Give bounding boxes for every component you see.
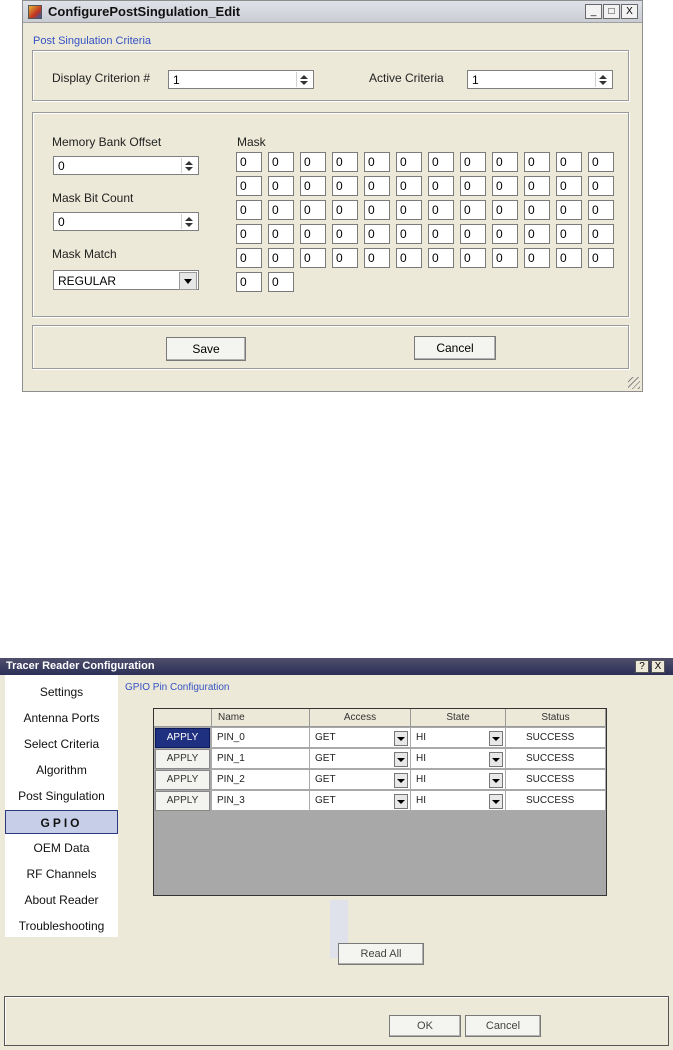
cell-status <box>506 770 606 790</box>
display-criterion-label: Display Criterion # <box>52 71 151 85</box>
column-headers <box>154 709 606 727</box>
cell-access[interactable] <box>310 770 411 790</box>
status-value: SUCCESS <box>526 774 575 785</box>
mask-bit-field[interactable]: 0 <box>492 224 518 244</box>
cell-state[interactable] <box>411 791 506 811</box>
mask-bit-field[interactable]: 0 <box>332 200 358 220</box>
cell-status <box>506 728 606 748</box>
mask-bit-field[interactable]: 0 <box>268 152 294 172</box>
mask-bit-field[interactable]: 0 <box>524 248 550 268</box>
window-title: Tracer Reader Configuration <box>6 660 155 672</box>
mask-bit-field[interactable]: 0 <box>556 152 582 172</box>
close-button[interactable]: X <box>651 660 665 673</box>
nav-item-antenna-ports[interactable]: Antenna Ports <box>23 711 100 725</box>
memory-bank-offset-spinner[interactable] <box>53 156 199 175</box>
cell-name <box>212 749 310 769</box>
state-value: HI <box>416 732 426 743</box>
mask-grid <box>236 152 626 302</box>
nav-item-select-criteria[interactable]: Select Criteria <box>23 737 100 751</box>
nav-item-troubleshooting[interactable]: Troubleshooting <box>18 919 105 933</box>
mask-bit-field[interactable]: 0 <box>236 224 262 244</box>
mask-bit-field[interactable]: 0 <box>332 248 358 268</box>
nav-item-oem-data[interactable]: OEM Data <box>33 841 90 855</box>
nav-item-algorithm[interactable]: Algorithm <box>36 763 87 777</box>
mask-bit-field[interactable]: 0 <box>460 248 486 268</box>
mask-match-select[interactable] <box>53 270 199 290</box>
mask-bit-field[interactable]: 0 <box>588 152 614 172</box>
chevron-down-icon[interactable] <box>394 752 408 767</box>
navigation-list <box>5 675 118 937</box>
cell-status <box>506 791 606 811</box>
group-label: Post Singulation Criteria <box>33 35 152 47</box>
name-value: PIN_0 <box>217 732 245 743</box>
column-header-name[interactable]: Name <box>212 709 310 727</box>
mask-bit-field[interactable]: 0 <box>268 224 294 244</box>
nav-items <box>5 680 118 935</box>
mask-bit-field[interactable]: 0 <box>556 248 582 268</box>
cell-access[interactable] <box>310 749 411 769</box>
mask-bit-field[interactable]: 0 <box>588 200 614 220</box>
help-button[interactable]: ? <box>635 660 649 673</box>
mask-bit-field[interactable]: 0 <box>268 176 294 196</box>
mask-bit-field[interactable]: 0 <box>492 200 518 220</box>
access-value: GET <box>315 774 336 785</box>
mask-bit-field[interactable]: 0 <box>492 176 518 196</box>
mask-bit-field[interactable]: 0 <box>428 248 454 268</box>
mask-bit-field[interactable]: 0 <box>588 176 614 196</box>
mask-bit-field[interactable]: 0 <box>460 176 486 196</box>
spinner-arrows-icon[interactable] <box>181 158 196 173</box>
cancel-button[interactable]: Cancel <box>414 336 496 360</box>
spinner-arrows-icon[interactable] <box>181 214 196 229</box>
state-value: HI <box>416 795 426 806</box>
status-value: SUCCESS <box>526 795 575 806</box>
cell-name <box>212 770 310 790</box>
display-criterion-value: 1 <box>173 73 180 87</box>
column-header-state[interactable]: State <box>411 709 506 727</box>
mask-bit-field[interactable]: 0 <box>396 248 422 268</box>
cell-name <box>212 791 310 811</box>
apply-button[interactable]: APPLY <box>155 770 210 790</box>
chevron-down-icon[interactable] <box>489 794 503 809</box>
mask-bit-field[interactable]: 0 <box>364 224 390 244</box>
read-all-button[interactable]: Read All <box>338 943 424 965</box>
mask-bit-field[interactable]: 0 <box>300 248 326 268</box>
mask-bit-field[interactable]: 0 <box>492 152 518 172</box>
title-bar[interactable] <box>23 1 642 23</box>
mask-bit-field[interactable]: 0 <box>268 200 294 220</box>
criteria-group <box>32 50 629 101</box>
mask-match-label: Mask Match <box>52 247 117 261</box>
mask-bit-field[interactable]: 0 <box>460 224 486 244</box>
mask-bit-field[interactable]: 0 <box>428 200 454 220</box>
maximize-button[interactable]: □ <box>603 4 620 19</box>
mask-bit-field[interactable]: 0 <box>236 200 262 220</box>
mask-bit-field[interactable]: 0 <box>300 152 326 172</box>
mask-bit-field[interactable]: 0 <box>236 248 262 268</box>
mask-bit-field[interactable]: 0 <box>556 224 582 244</box>
chevron-down-icon[interactable] <box>394 731 408 746</box>
mask-bit-field[interactable]: 0 <box>300 224 326 244</box>
active-criteria-label: Active Criteria <box>369 71 444 85</box>
apply-button[interactable]: APPLY <box>155 749 210 769</box>
mask-bit-field[interactable]: 0 <box>268 272 294 292</box>
mask-bit-field[interactable]: 0 <box>460 200 486 220</box>
chevron-down-icon[interactable] <box>179 272 197 290</box>
mask-bit-field[interactable]: 0 <box>300 176 326 196</box>
chevron-down-icon[interactable] <box>394 794 408 809</box>
mask-bit-field[interactable]: 0 <box>556 200 582 220</box>
mask-bit-field[interactable]: 0 <box>396 224 422 244</box>
access-value: GET <box>315 753 336 764</box>
column-header-access[interactable]: Access <box>310 709 411 727</box>
minimize-button[interactable]: _ <box>585 4 602 19</box>
apply-button[interactable]: APPLY <box>155 791 210 811</box>
chevron-down-icon[interactable] <box>394 773 408 788</box>
mask-bit-field[interactable]: 0 <box>588 248 614 268</box>
active-criteria-spinner[interactable] <box>467 70 613 89</box>
mask-bit-count-spinner[interactable] <box>53 212 199 231</box>
footer-panel <box>4 996 669 1046</box>
mask-bit-field[interactable]: 0 <box>364 248 390 268</box>
mask-bit-field[interactable]: 0 <box>300 200 326 220</box>
close-button[interactable]: X <box>621 4 638 19</box>
mask-bit-field[interactable]: 0 <box>556 176 582 196</box>
mask-bit-field[interactable]: 0 <box>236 272 262 292</box>
access-value: GET <box>315 732 336 743</box>
mask-bit-field[interactable]: 0 <box>588 224 614 244</box>
mask-group <box>32 112 629 317</box>
nav-item-settings[interactable]: Settings <box>39 685 84 699</box>
mask-label: Mask <box>237 135 266 149</box>
state-value: HI <box>416 774 426 785</box>
mask-bit-field[interactable]: 0 <box>332 224 358 244</box>
spinner-arrows-icon[interactable] <box>296 72 311 87</box>
active-criteria-value: 1 <box>472 73 479 87</box>
state-value: HI <box>416 753 426 764</box>
mask-bit-field[interactable]: 0 <box>268 248 294 268</box>
cell-access[interactable] <box>310 728 411 748</box>
mask-bit-field[interactable]: 0 <box>492 248 518 268</box>
mask-bit-field[interactable]: 0 <box>332 176 358 196</box>
save-button[interactable]: Save <box>166 337 246 361</box>
tracer-reader-configuration-window <box>0 658 673 1050</box>
mask-bit-field[interactable]: 0 <box>396 176 422 196</box>
status-value: SUCCESS <box>526 732 575 743</box>
memory-bank-offset-label: Memory Bank Offset <box>52 135 162 149</box>
mask-bit-field[interactable]: 0 <box>428 176 454 196</box>
window-title: ConfigurePostSingulation_Edit <box>48 4 241 19</box>
mask-bit-field[interactable]: 0 <box>396 200 422 220</box>
mask-bit-count-label: Mask Bit Count <box>52 191 134 205</box>
mask-bit-field[interactable]: 0 <box>396 152 422 172</box>
cancel-button[interactable]: Cancel <box>465 1015 541 1037</box>
cell-state[interactable] <box>411 749 506 769</box>
column-header-status[interactable]: Status <box>506 709 606 727</box>
chevron-down-icon[interactable] <box>489 731 503 746</box>
cell-status <box>506 749 606 769</box>
resize-grip-icon[interactable] <box>628 377 640 389</box>
name-value: PIN_3 <box>217 795 245 806</box>
chevron-down-icon[interactable] <box>489 752 503 767</box>
mask-bit-field[interactable]: 0 <box>364 152 390 172</box>
mask-bit-count-value: 0 <box>58 215 65 229</box>
mask-bit-field[interactable]: 0 <box>428 152 454 172</box>
nav-item-rf-channels[interactable]: RF Channels <box>26 867 97 881</box>
mask-bit-field[interactable]: 0 <box>524 224 550 244</box>
mask-bit-field[interactable]: 0 <box>236 176 262 196</box>
apply-button[interactable]: APPLY <box>155 728 210 748</box>
nav-item-about-reader[interactable]: About Reader <box>24 893 99 907</box>
ok-button[interactable]: OK <box>389 1015 461 1037</box>
spinner-arrows-icon[interactable] <box>595 72 610 87</box>
chevron-down-icon[interactable] <box>489 773 503 788</box>
mask-bit-field[interactable]: 0 <box>524 152 550 172</box>
cell-name <box>212 728 310 748</box>
mask-bit-field[interactable]: 0 <box>524 200 550 220</box>
nav-item-gpio[interactable]: GPIO <box>5 810 118 834</box>
nav-item-post-singulation[interactable]: Post Singulation <box>18 789 105 803</box>
name-value: PIN_1 <box>217 753 245 764</box>
cell-access[interactable] <box>310 791 411 811</box>
mask-bit-field[interactable]: 0 <box>428 224 454 244</box>
mask-match-value: REGULAR <box>58 274 117 288</box>
mask-bit-field[interactable]: 0 <box>364 200 390 220</box>
title-bar[interactable] <box>0 658 673 675</box>
gpio-grid <box>153 708 607 896</box>
cell-state[interactable] <box>411 728 506 748</box>
cell-state[interactable] <box>411 770 506 790</box>
memory-bank-offset-value: 0 <box>58 159 65 173</box>
button-group <box>32 325 629 369</box>
section-label: GPIO Pin Configuration <box>125 682 230 693</box>
mask-bit-field[interactable]: 0 <box>460 152 486 172</box>
mask-bit-field[interactable]: 0 <box>332 152 358 172</box>
mask-bit-field[interactable]: 0 <box>236 152 262 172</box>
configure-post-singulation-window <box>22 0 643 392</box>
display-criterion-spinner[interactable] <box>168 70 314 89</box>
mask-bit-field[interactable]: 0 <box>364 176 390 196</box>
app-icon <box>28 5 42 19</box>
access-value: GET <box>315 795 336 806</box>
mask-bit-field[interactable]: 0 <box>524 176 550 196</box>
grid-rows <box>154 728 606 812</box>
status-value: SUCCESS <box>526 753 575 764</box>
name-value: PIN_2 <box>217 774 245 785</box>
